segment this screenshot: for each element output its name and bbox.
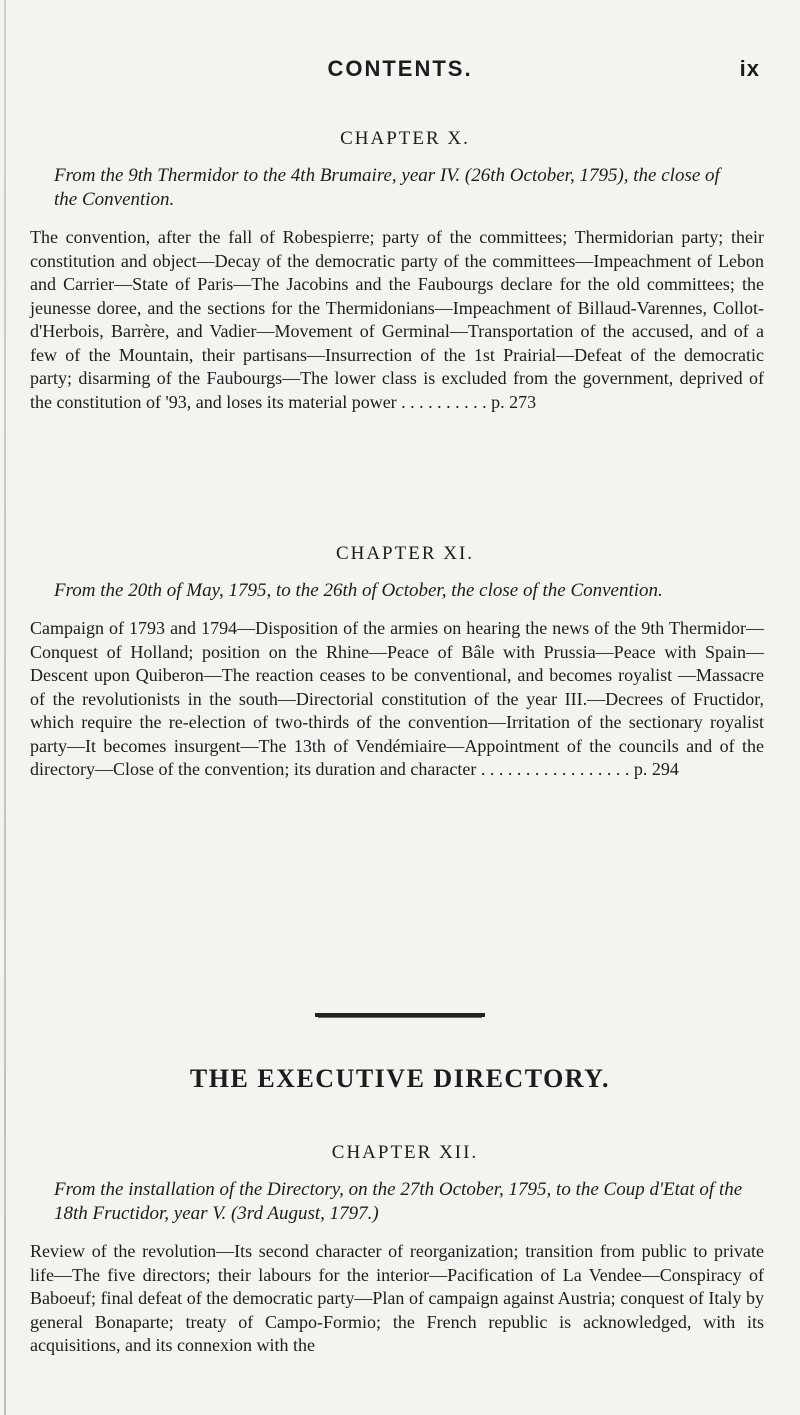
- chapter-subtitle: From the 20th of May, 1795, to the 26th of October, the close of the Convention.: [54, 580, 663, 601]
- page-edge: [4, 0, 6, 1415]
- summary-text: The convention, after the fall of Robespierre; party of the committees; Thermidorian party; their constitution and object—Decay of the democratic party of the committees—Impeachment of Lebon and Carrier—State of Paris—The Jacobins and the Faubourgs declare for the old committees; the jeunesse doree, and the sections for the Thermidonians—Impeachment of Billaud-Varennes, Collot-d'Herbois, Barrère, and Vadier—Movement of Germinal—Transportation of the accused, and of a few of the Mountain, their partisans—Insurrection of the 1st Prairial—Defeat of the democratic party; disarming of the Faubourgs—The lower class is excluded from the government, deprived of the constitution of '93, and loses its material power: [30, 227, 764, 412]
- running-head: [0, 56, 800, 86]
- section-divider-hairline: [318, 1017, 482, 1018]
- chapter-summary: [30, 617, 780, 782]
- chapter-heading: CHAPTER XI.: [335, 543, 475, 564]
- chapter-heading: CHAPTER XII.: [331, 1142, 479, 1163]
- running-title: CONTENTS.: [327, 56, 473, 81]
- section-title: THE EXECUTIVE DIRECTORY.: [189, 1064, 611, 1093]
- chapter-xii: [30, 1142, 780, 1358]
- page-reference: . . . . . . . . . . . . . . . . . p. 294: [480, 759, 679, 779]
- chapter-subtitle: From the 9th Thermidor to the 4th Brumaire, year IV. (26th October, 1795), the close of the Convention.: [54, 165, 720, 210]
- summary-text: Review of the revolution—Its second character of reorganization; transition from public to private life—The five directors; their labours for the interior—Pacification of La Vendee—Conspiracy of Baboeuf; final defeat of the democratic party—Plan of campaign against Austria; conquest of Italy by general Bonaparte; treaty of Campo-Formio; the French republic is acknowledged, with its acquisitions, and its connexion with the: [30, 1241, 764, 1355]
- summary-text: Campaign of 1793 and 1794—Disposition of the armies on hearing the news of the 9th Thermidor—Conquest of Holland; position on the Rhine—Peace of Bâle with Prussia—Peace with Spain—Descent upon Quiberon—The reaction ceases to be conventional, and becomes royalist —Massacre of the revolutionists in the south—Directorial constitution of the year III.—Decrees of Fructidor, which require the re-election of two-thirds of the convention—Irritation of the sectionary royalist party—It becomes insurgent—The 13th of Vendémiaire—Appointment of the councils and of the directory—Close of the convention; its duration and character: [30, 618, 764, 779]
- chapter-heading: CHAPTER X.: [340, 128, 470, 149]
- page-number: ix: [739, 56, 760, 81]
- chapter-subtitle: From the installation of the Directory, on the 27th October, 1795, to the Coup d'Etat of the 18th Fructidor, year V. (3rd August, 1797.): [54, 1179, 743, 1224]
- chapter-x: [30, 128, 780, 414]
- chapter-summary: [30, 1240, 780, 1358]
- page-reference: . . . . . . . . . . p. 273: [401, 391, 537, 412]
- chapter-summary: [30, 226, 780, 414]
- chapter-xi: [30, 543, 780, 782]
